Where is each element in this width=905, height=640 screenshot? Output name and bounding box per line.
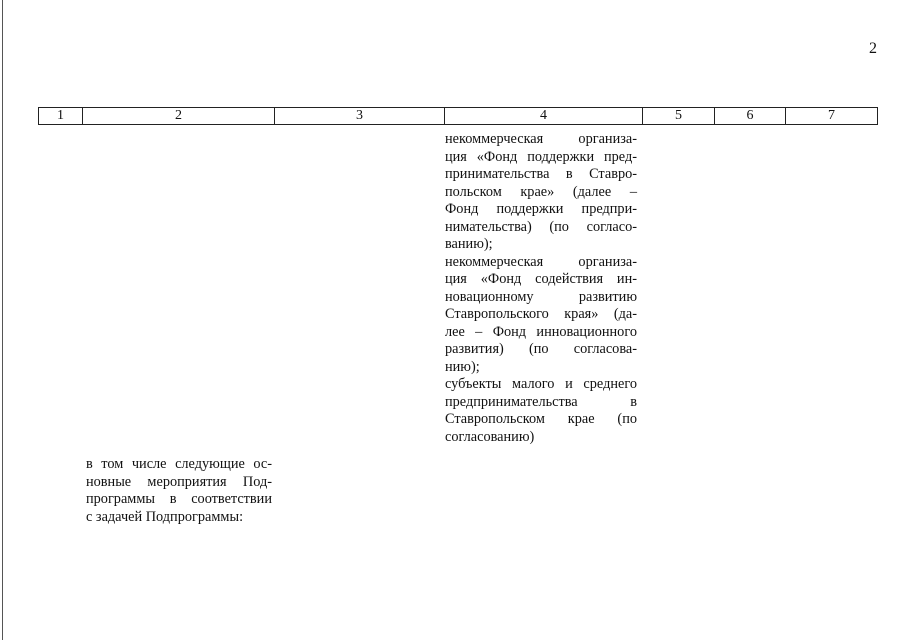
text-line: ция «Фонд содействия ин- [445, 271, 637, 287]
column-header-5: 5 [643, 108, 715, 125]
scan-edge-line [2, 0, 3, 640]
text-line: принимательства в Ставро- [445, 166, 637, 182]
text-line: с задачей Подпрограммы: [86, 508, 244, 525]
column-number-header [38, 107, 878, 125]
column-header-7: 7 [786, 108, 878, 125]
text-line: ция «Фонд поддержки пред- [445, 148, 637, 165]
text-line: нию); [445, 358, 480, 375]
text-line: новационному развитию [445, 288, 637, 305]
column-header-6: 6 [715, 108, 786, 125]
text-line: развития) (по согласова- [445, 341, 637, 357]
column4-participants-text [445, 131, 637, 446]
column-header-1: 1 [39, 108, 83, 125]
text-line: лее – Фонд инновационного [445, 323, 637, 340]
text-line: Фонд поддержки предпри- [445, 201, 637, 217]
text-line: программы в соответствии [86, 491, 272, 507]
text-line: предпринимательства в [445, 393, 637, 410]
page-number: 2 [869, 40, 877, 57]
column-header-3: 3 [275, 108, 445, 125]
text-line: некоммерческая организа- [445, 253, 637, 270]
column-header-4: 4 [445, 108, 643, 125]
text-line: согласованию) [445, 428, 535, 445]
column2-measures-text [86, 456, 272, 526]
text-line: нимательства) (по согласо- [445, 218, 637, 235]
text-line: Ставропольского края» (да- [445, 306, 637, 322]
text-line: новные мероприятия Под- [86, 473, 272, 490]
text-line: в том числе следующие ос- [86, 456, 272, 472]
text-line: Ставропольском крае (по [445, 411, 637, 427]
text-line: ванию); [445, 236, 493, 252]
text-line: некоммерческая организа- [445, 131, 637, 147]
column-header-2: 2 [83, 108, 275, 125]
text-line: польском крае» (далее – [445, 183, 637, 200]
text-line: субъекты малого и среднего [445, 376, 637, 392]
